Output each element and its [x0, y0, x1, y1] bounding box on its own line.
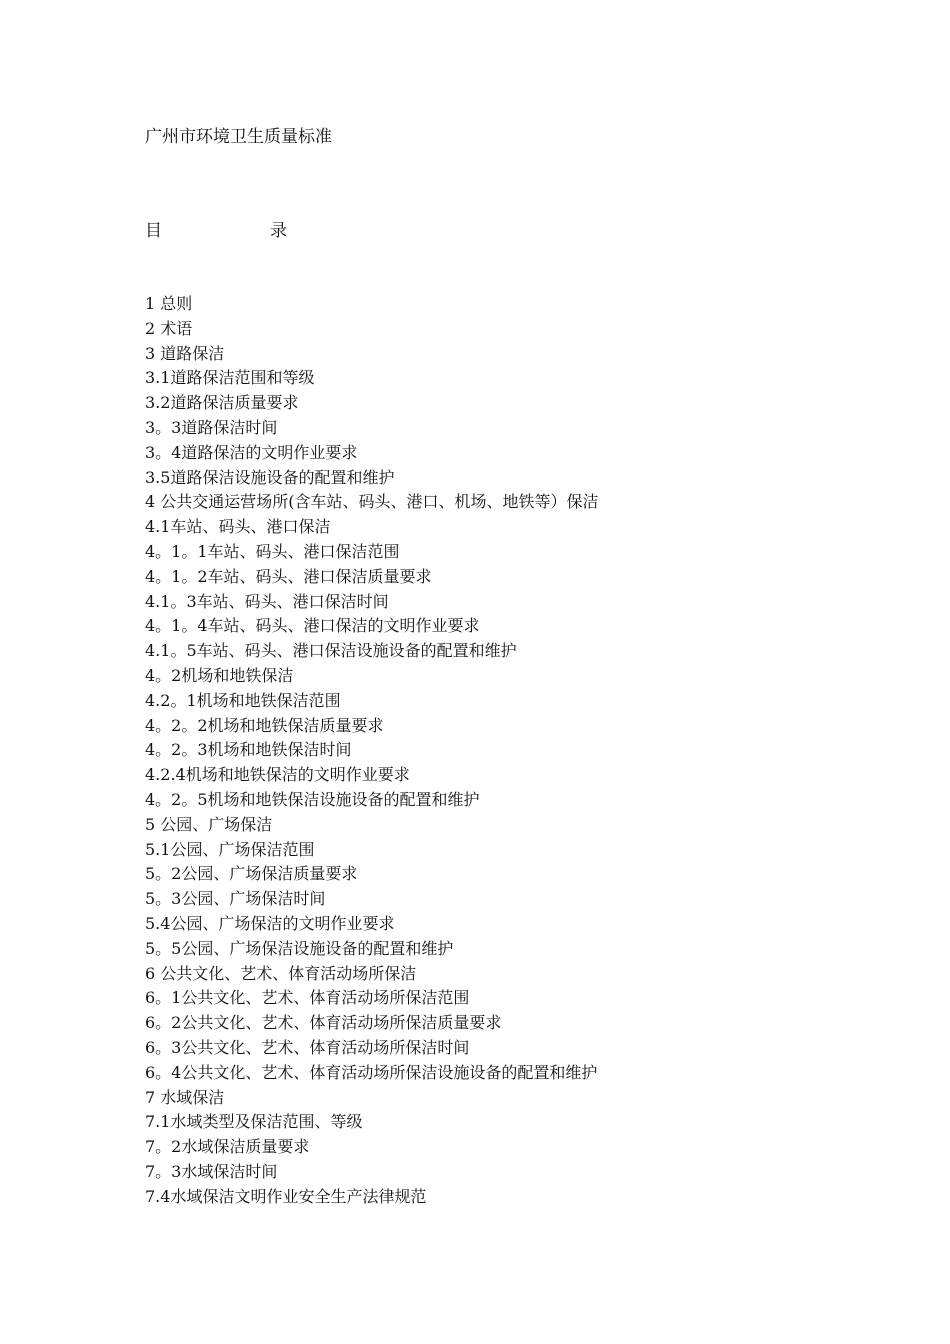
- toc-item: 4。2。2机场和地铁保洁质量要求: [145, 715, 384, 735]
- toc-item: 6。4公共文化、艺术、体育活动场所保洁设施设备的配置和维护: [145, 1062, 598, 1082]
- toc-item: 2 术语: [145, 318, 193, 338]
- toc-item: 7.1水域类型及保洁范围、等级: [145, 1112, 363, 1132]
- toc-item: 7。3水域保洁时间: [145, 1161, 278, 1181]
- toc-heading: [145, 220, 287, 242]
- toc-item: 5 公园、广场保洁: [145, 814, 273, 834]
- toc-item: 7 水域保洁: [145, 1087, 225, 1107]
- toc-item: 4。2。3机场和地铁保洁时间: [145, 740, 352, 760]
- toc-heading-left: 目: [145, 221, 162, 241]
- toc-item: 5.1公园、广场保洁范围: [145, 839, 315, 859]
- toc-item: 5。2公园、广场保洁质量要求: [145, 864, 358, 884]
- toc-item: 4.1车站、码头、港口保洁: [145, 517, 331, 537]
- toc-item: 4.2.4机场和地铁保洁的文明作业要求: [145, 765, 410, 785]
- toc-item: 3。4道路保洁的文明作业要求: [145, 442, 358, 462]
- document-title: 广州市环境卫生质量标准: [145, 127, 332, 147]
- toc-item: 3 道路保洁: [145, 343, 225, 363]
- toc-item: 6。3公共文化、艺术、体育活动场所保洁时间: [145, 1037, 470, 1057]
- toc-item: 3。3道路保洁时间: [145, 417, 278, 437]
- toc-item: 6 公共文化、艺术、体育活动场所保洁: [145, 963, 417, 983]
- toc-item: 4.2。1机场和地铁保洁范围: [145, 690, 341, 710]
- toc-list: [145, 292, 599, 1209]
- toc-item: 3.5道路保洁设施设备的配置和维护: [145, 467, 395, 487]
- toc-item: 7.4水域保洁文明作业安全生产法律规范: [145, 1186, 427, 1206]
- toc-item: 4。1。1车站、码头、港口保洁范围: [145, 541, 400, 561]
- toc-item: 4.1。5车站、码头、港口保洁设施设备的配置和维护: [145, 641, 517, 661]
- toc-item: 4。2。5机场和地铁保洁设施设备的配置和维护: [145, 789, 480, 809]
- toc-item: 4.1。3车站、码头、港口保洁时间: [145, 591, 389, 611]
- toc-item: 4。2机场和地铁保洁: [145, 665, 294, 685]
- toc-item: 7。2水域保洁质量要求: [145, 1137, 310, 1157]
- toc-item: 3.2道路保洁质量要求: [145, 393, 299, 413]
- toc-item: 1 总则: [145, 294, 193, 313]
- toc-item: 4 公共交通运营场所(含车站、码头、港口、机场、地铁等）保洁: [145, 492, 599, 512]
- toc-item: 5。5公园、广场保洁设施设备的配置和维护: [145, 938, 454, 958]
- toc-heading-right: 录: [270, 221, 287, 241]
- toc-item: 4。1。4车站、码头、港口保洁的文明作业要求: [145, 616, 480, 636]
- toc-item: 5。3公园、广场保洁时间: [145, 889, 326, 909]
- toc-item: 6。2公共文化、艺术、体育活动场所保洁质量要求: [145, 1013, 502, 1033]
- toc-item: 4。1。2车站、码头、港口保洁质量要求: [145, 566, 432, 586]
- toc-item: 3.1道路保洁范围和等级: [145, 368, 315, 388]
- toc-item: 5.4公园、广场保洁的文明作业要求: [145, 913, 395, 933]
- toc-item: 6。1公共文化、艺术、体育活动场所保洁范围: [145, 988, 470, 1008]
